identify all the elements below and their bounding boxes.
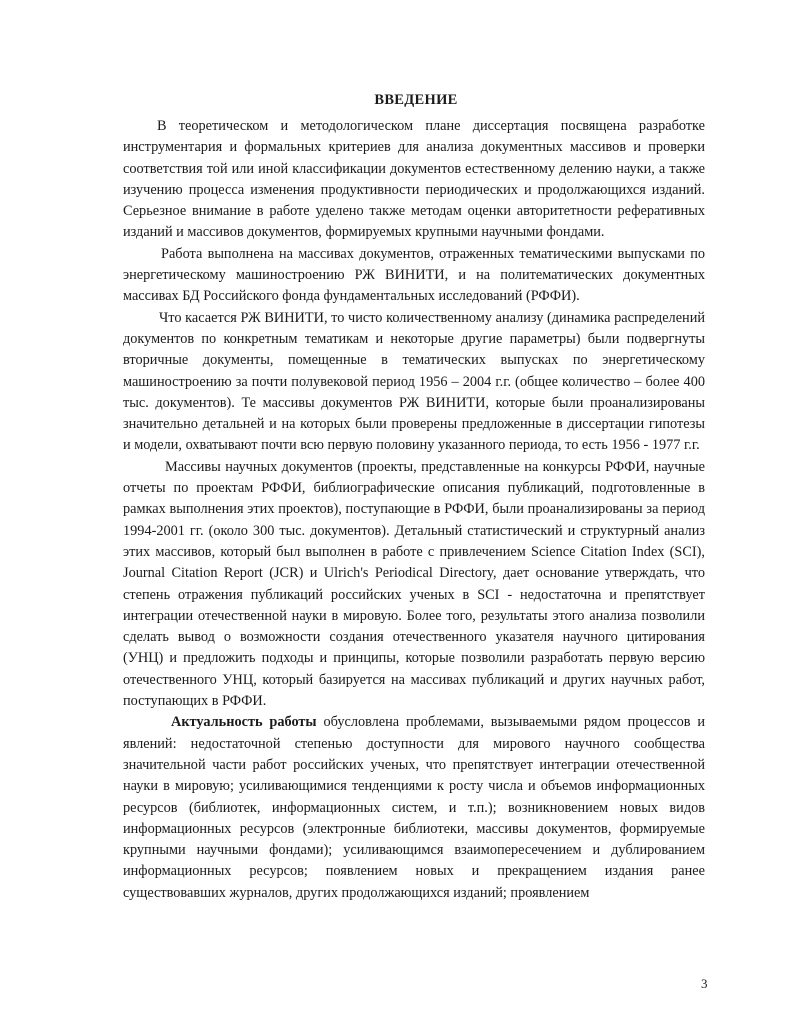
section-title: ВВЕДЕНИЕ bbox=[374, 92, 458, 108]
paragraph-relevance bbox=[123, 712, 705, 904]
paragraph-intro: В теоретическом и методологическом плане диссертация посвящена разработке инструментария и формальных критериев для анализа документных массивов и проверки соответствия той или иной классификации документов естественному делению науки, а также изучению процесса изменения продуктивности периодических и продолжающихся изданий. Серьезное внимание в работе уделено также методам оценки авторитетности реферативных изданий и массивов документов, формируемых крупными научными фондами. bbox=[123, 118, 705, 241]
relevance-text: обусловлена проблемами, вызываемыми рядом процессов и явлений: недостаточной степенью доступности для мирового научного сообщества значительной части работ российских ученых, что препятствует интеграции отечественной науки в мировую; усиливающимися тенденциями к росту числа и объемов информационных ресурсов (библиотек, информационных систем, и т.п.); возникновением новых видов информационных ресурсов (электронные библиотеки, массивы документов, формируемые крупными научными фондами); усиливающимся взаимопересечением и дублированием информационных ресурсов; появлением новых и прекращением издания ранее существовавших журналов, других продолжающихся изданий; проявлением bbox=[123, 714, 705, 901]
paragraph-viniti-analysis: Что касается РЖ ВИНИТИ, то чисто количественному анализу (динамика распределений документов по конкретным тематикам и некоторые другие параметры) были подвергнуты вторичные документы, помещенные в тематических выпусках по энергетическому машиностроению за почти полувековой период 1956 – 2004 г.г. (общее количество – более 400 тыс. документов). Те массивы документов РЖ ВИНИТИ, которые были проанализированы значительно детальней и на которых были проверены предложенные в диссертации гипотезы и модели, охватывают почти всю первую половину указанного периода, то есть 1956 - 1977 г.г. bbox=[123, 309, 705, 454]
page-number: 3 bbox=[701, 976, 708, 991]
paragraph-work-base: Работа выполнена на массивах документов, отраженных тематическими выпусками по энергетическому машиностроению РЖ ВИНИТИ, и на политематических документных массивах БД Российского фонда фундаментальных исследований (РФФИ). bbox=[123, 245, 705, 305]
relevance-heading: Актуальность работы bbox=[171, 714, 317, 731]
body-text bbox=[123, 116, 705, 904]
paragraph-rffi-analysis: Массивы научных документов (проекты, представленные на конкурсы РФФИ, научные отчеты по проектам РФФИ, библиографические описания публикаций, подготовленные в рамках выполнения этих проектов), поступающие в РФФИ, были проанализированы за период 1994-2001 гг. (около 300 тыс. документов). Детальный статистический и структурный анализ этих массивов, который был выполнен в работе с привлечением Science Citation Index (SCI), Journal Citation Report (JCR) и Ulrich's Periodical Directory, дает основание утверждать, что степень отражения публикаций российских ученых в SCI - недостаточна и препятствует интеграции отечественной науки в мировую. Более того, результаты этого анализа позволили сделать вывод о возможности создания отечественного указателя научного цитирования (УНЦ) и предложить подходы и принципы, которые позволили разработать первую версию отечественного УНЦ, который базируется на массивах публикаций и других научных работ, поступающих в РФФИ. bbox=[123, 458, 705, 710]
